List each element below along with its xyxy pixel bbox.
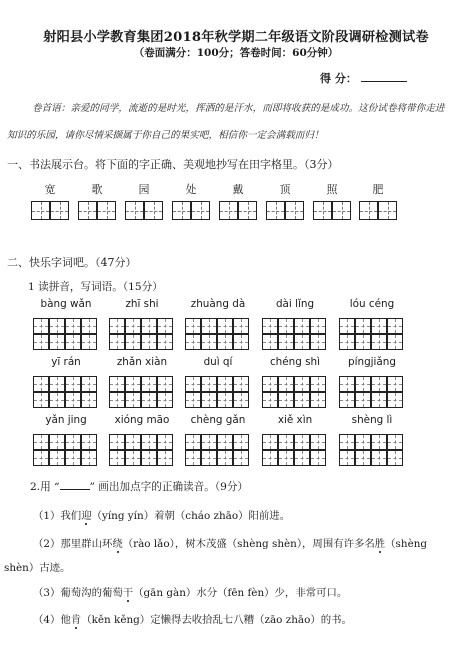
writing-cell[interactable]	[49, 334, 65, 350]
writing-cell[interactable]	[294, 392, 310, 408]
tianzige-box[interactable]	[332, 201, 351, 220]
writing-cell[interactable]	[157, 392, 173, 408]
writing-cell[interactable]	[141, 434, 157, 450]
practice-character: 宽	[44, 183, 56, 196]
score-blank	[361, 71, 407, 82]
q2-item-1: （1）我们迎（yíng yín）着朝（cháo zhāo）阳前进。	[33, 510, 291, 522]
writing-cell[interactable]	[371, 392, 387, 408]
writing-cell[interactable]	[49, 392, 65, 408]
practice-character: 肥	[372, 183, 384, 196]
score-label: 得 分：	[320, 72, 357, 85]
writing-cell[interactable]	[233, 434, 249, 450]
tianzige-box[interactable]	[266, 201, 285, 220]
writing-cell[interactable]	[49, 434, 65, 450]
q2-item-4: （4）他肯（kěn kěng）定懒得去收拾乱七八糟（zāo zhāo）的书。	[33, 614, 352, 626]
pinyin-label: xiě xìn	[277, 414, 313, 426]
writing-cell[interactable]	[262, 392, 278, 408]
tianzige-box[interactable]	[31, 201, 50, 220]
writing-cell[interactable]	[109, 334, 125, 350]
writing-cell[interactable]	[65, 376, 81, 392]
writing-cell[interactable]	[33, 334, 49, 350]
writing-cell[interactable]	[217, 434, 233, 450]
writing-cell[interactable]	[185, 450, 201, 466]
writing-cell[interactable]	[157, 434, 173, 450]
pinyin-label: yǎn jing	[45, 414, 87, 426]
pinyin-label: shèng lì	[351, 414, 393, 426]
section2-title: 二、快乐字词吧。（47分）	[7, 256, 137, 269]
pinyin-label: xióng māo	[114, 414, 170, 426]
writing-cell[interactable]	[201, 434, 217, 450]
writing-cell[interactable]	[49, 318, 65, 334]
preface-line-2: 知识的乐园，请你尽情采撷属于你自己的果实吧，相信你一定会满载而归！	[7, 130, 324, 141]
writing-cell[interactable]	[310, 434, 326, 450]
writing-cell[interactable]	[262, 450, 278, 466]
writing-cell[interactable]	[278, 392, 294, 408]
writing-cell[interactable]	[201, 318, 217, 334]
pinyin-label: zhǎn xiàn	[116, 356, 168, 368]
q2-item-3: （3）葡萄沟的葡萄干（gān gàn）水分（fēn fèn）少，非常可口。	[33, 587, 348, 599]
writing-cell[interactable]	[141, 334, 157, 350]
writing-cell[interactable]	[310, 334, 326, 350]
writing-cell[interactable]	[339, 376, 355, 392]
writing-cell[interactable]	[294, 450, 310, 466]
practice-character: 园	[138, 183, 150, 196]
q2-item-2: （2）那里群山环绕（rào lǎo），树木茂盛（shèng shèn），周围有许多名胜（shèng	[33, 538, 428, 550]
writing-cell[interactable]	[81, 392, 97, 408]
writing-cell[interactable]	[355, 318, 371, 334]
writing-cell[interactable]	[355, 434, 371, 450]
writing-cell[interactable]	[217, 392, 233, 408]
pinyin-label: duì qí	[203, 356, 233, 368]
tianzige-box[interactable]	[97, 201, 116, 220]
score-field	[320, 70, 407, 86]
writing-cell[interactable]	[278, 376, 294, 392]
exam-title: 射阳县小学教育集团2018年秋学期二年级语文阶段调研检测试卷	[43, 30, 429, 45]
writing-cell[interactable]	[278, 334, 294, 350]
pinyin-label: dài lǐng	[275, 298, 315, 310]
tianzige-box[interactable]	[50, 201, 69, 220]
pinyin-label: chéng shì	[269, 356, 321, 368]
writing-cell[interactable]	[387, 334, 403, 350]
writing-cell[interactable]	[278, 434, 294, 450]
tianzige-box[interactable]	[191, 201, 210, 220]
writing-cell[interactable]	[233, 334, 249, 350]
writing-cell[interactable]	[294, 318, 310, 334]
writing-cell[interactable]	[109, 392, 125, 408]
writing-cell[interactable]	[141, 450, 157, 466]
writing-cell[interactable]	[157, 318, 173, 334]
writing-cell[interactable]	[33, 376, 49, 392]
tianzige-box[interactable]	[125, 201, 144, 220]
writing-cell[interactable]	[109, 450, 125, 466]
writing-cell[interactable]	[125, 318, 141, 334]
writing-cell[interactable]	[294, 334, 310, 350]
writing-cell[interactable]	[65, 450, 81, 466]
writing-cell[interactable]	[217, 334, 233, 350]
pinyin-label: zhī shi	[125, 298, 159, 310]
writing-cell[interactable]	[310, 318, 326, 334]
tianzige-box[interactable]	[285, 201, 304, 220]
writing-cell[interactable]	[33, 450, 49, 466]
writing-cell[interactable]	[33, 392, 49, 408]
practice-character: 照	[326, 183, 338, 196]
underline-sample	[60, 480, 90, 490]
writing-cell[interactable]	[371, 450, 387, 466]
writing-cell[interactable]	[125, 450, 141, 466]
writing-cell[interactable]	[141, 318, 157, 334]
pinyin-label: píngjiǎng	[348, 356, 396, 368]
tianzige-box[interactable]	[238, 201, 257, 220]
writing-cell[interactable]	[310, 392, 326, 408]
writing-cell[interactable]	[65, 434, 81, 450]
writing-cell[interactable]	[262, 376, 278, 392]
writing-cell[interactable]	[387, 450, 403, 466]
writing-cell[interactable]	[185, 434, 201, 450]
writing-cell[interactable]	[185, 318, 201, 334]
writing-cell[interactable]	[339, 392, 355, 408]
writing-cell[interactable]	[262, 334, 278, 350]
writing-cell[interactable]	[339, 450, 355, 466]
practice-character: 戴	[232, 183, 244, 196]
writing-cell[interactable]	[33, 434, 49, 450]
writing-cell[interactable]	[125, 334, 141, 350]
writing-cell[interactable]	[109, 434, 125, 450]
writing-cell[interactable]	[157, 450, 173, 466]
q2-title: 2.用 “ ” 画出加点字的正确读音。（9分）	[30, 481, 249, 493]
writing-cell[interactable]	[141, 376, 157, 392]
q2-item-2-continued: shèn）古迹。	[4, 562, 71, 574]
writing-cell[interactable]	[81, 334, 97, 350]
section1-title: 一、书法展示台。将下面的字正确、美观地抄写在田字格里。（3分）	[7, 158, 339, 171]
writing-cell[interactable]	[387, 434, 403, 450]
writing-cell[interactable]	[355, 450, 371, 466]
writing-cell[interactable]	[81, 434, 97, 450]
writing-cell[interactable]	[141, 392, 157, 408]
writing-cell[interactable]	[371, 334, 387, 350]
writing-cell[interactable]	[201, 450, 217, 466]
writing-cell[interactable]	[278, 450, 294, 466]
writing-cell[interactable]	[339, 318, 355, 334]
writing-cell[interactable]	[355, 334, 371, 350]
writing-cell[interactable]	[233, 318, 249, 334]
tianzige-box[interactable]	[359, 201, 378, 220]
writing-cell[interactable]	[157, 334, 173, 350]
writing-cell[interactable]	[201, 376, 217, 392]
writing-cell[interactable]	[201, 392, 217, 408]
writing-cell[interactable]	[371, 376, 387, 392]
writing-cell[interactable]	[109, 318, 125, 334]
writing-cell[interactable]	[33, 318, 49, 334]
q1-title: 1 读拼音，写词语。（15分）	[28, 281, 163, 293]
writing-cell[interactable]	[387, 376, 403, 392]
writing-cell[interactable]	[81, 450, 97, 466]
tianzige-box[interactable]	[219, 201, 238, 220]
writing-cell[interactable]	[65, 392, 81, 408]
writing-cell[interactable]	[233, 376, 249, 392]
writing-cell[interactable]	[125, 434, 141, 450]
pinyin-label: chèng gǎn	[190, 414, 246, 426]
preface-line-1: 卷首语：亲爱的同学，流逝的是时光，挥洒的是汗水，而即将收获的是成功。这份试卷将带你走进	[32, 103, 445, 114]
writing-cell[interactable]	[339, 434, 355, 450]
writing-cell[interactable]	[339, 334, 355, 350]
pinyin-label: zhuàng dà	[190, 298, 246, 310]
writing-cell[interactable]	[387, 392, 403, 408]
writing-cell[interactable]	[294, 376, 310, 392]
practice-character: 处	[185, 183, 197, 196]
tianzige-box[interactable]	[78, 201, 97, 220]
writing-cell[interactable]	[355, 392, 371, 408]
writing-cell[interactable]	[233, 450, 249, 466]
tianzige-box[interactable]	[378, 201, 397, 220]
tianzige-box[interactable]	[144, 201, 163, 220]
writing-cell[interactable]	[125, 392, 141, 408]
writing-cell[interactable]	[49, 376, 65, 392]
tianzige-box[interactable]	[313, 201, 332, 220]
writing-cell[interactable]	[262, 434, 278, 450]
writing-cell[interactable]	[81, 318, 97, 334]
writing-cell[interactable]	[49, 450, 65, 466]
writing-cell[interactable]	[278, 318, 294, 334]
writing-cell[interactable]	[217, 318, 233, 334]
pinyin-label: bàng wǎn	[40, 298, 92, 310]
writing-cell[interactable]	[233, 392, 249, 408]
practice-character: 歌	[91, 183, 103, 196]
writing-cell[interactable]	[201, 334, 217, 350]
writing-cell[interactable]	[185, 392, 201, 408]
writing-cell[interactable]	[65, 334, 81, 350]
writing-cell[interactable]	[217, 450, 233, 466]
tianzige-box[interactable]	[172, 201, 191, 220]
writing-cell[interactable]	[125, 376, 141, 392]
writing-cell[interactable]	[355, 376, 371, 392]
writing-cell[interactable]	[185, 334, 201, 350]
practice-character: 顶	[279, 183, 291, 196]
writing-cell[interactable]	[217, 376, 233, 392]
writing-cell[interactable]	[262, 318, 278, 334]
pinyin-label: yī rán	[51, 356, 81, 368]
writing-cell[interactable]	[371, 434, 387, 450]
writing-cell[interactable]	[185, 376, 201, 392]
exam-subtitle: （卷面满分：100分；答卷时间：60分钟）	[133, 47, 339, 59]
writing-cell[interactable]	[310, 450, 326, 466]
writing-cell[interactable]	[387, 318, 403, 334]
pinyin-label: lóu céng	[349, 298, 395, 310]
writing-cell[interactable]	[371, 318, 387, 334]
writing-cell[interactable]	[81, 376, 97, 392]
writing-cell[interactable]	[65, 318, 81, 334]
writing-cell[interactable]	[294, 434, 310, 450]
writing-cell[interactable]	[310, 376, 326, 392]
writing-cell[interactable]	[157, 376, 173, 392]
writing-cell[interactable]	[109, 376, 125, 392]
